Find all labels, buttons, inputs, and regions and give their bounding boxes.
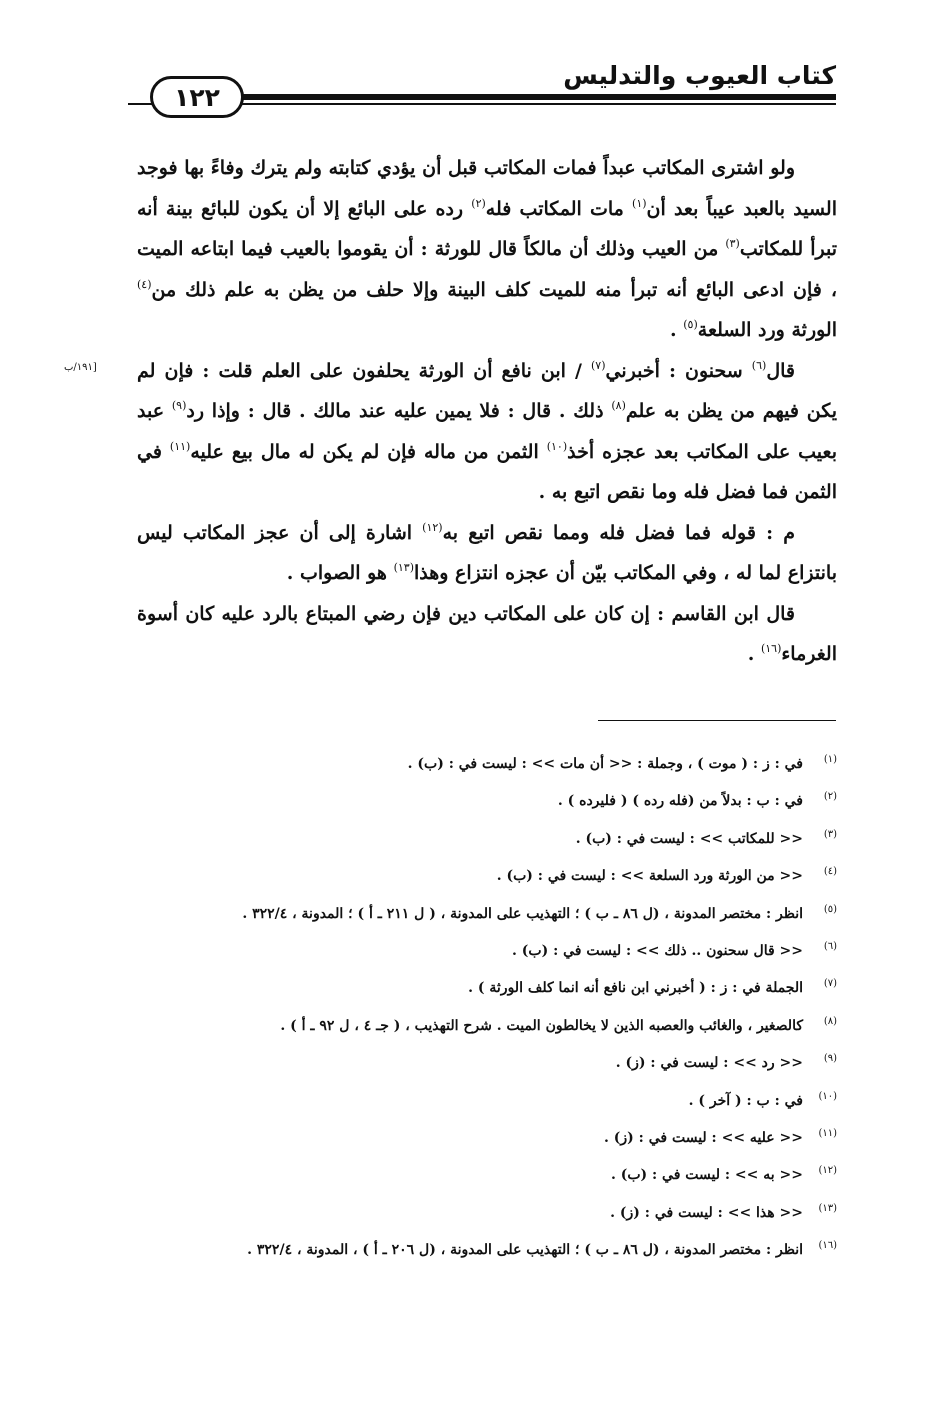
footnote-text: في : ز : ( موت ) ، وجملة : << أن مات >> : ليست في : (ب) . bbox=[407, 756, 803, 772]
footnote bbox=[137, 1231, 837, 1268]
footnote-text: في : ب : ( آخر ) . bbox=[688, 1092, 803, 1109]
footnote-ref: (١٣) bbox=[393, 561, 414, 574]
footnote bbox=[137, 932, 837, 969]
footnote-text: في : ب : بدلاً من (فله رده ) ( فليرده ) . bbox=[557, 793, 803, 810]
footnote bbox=[137, 1007, 837, 1044]
footnote-number: (٩) bbox=[823, 1053, 837, 1065]
footnote-ref: (٣) bbox=[725, 237, 740, 250]
footnote-ref: (٥) bbox=[683, 318, 698, 331]
footnote bbox=[137, 745, 837, 782]
text-run: الثمن من ماله فإن لم يكن له مال بيع عليه bbox=[190, 440, 547, 463]
footnote-ref: (٧) bbox=[591, 358, 606, 372]
footnote-text: انظر : مختصر المدونة ، (ل ٨٦ ـ ب ) ؛ التهذيب على المدونة ، ( ل ٢١١ ـ أ ) ؛ المدونة ، ٣٢٢/٤ . bbox=[242, 905, 803, 922]
footnote-text: << قال سحنون .. ذلك >> : ليست في : (ب) . bbox=[512, 942, 803, 959]
footnote-number: (١٦) bbox=[818, 1240, 837, 1252]
footnote bbox=[137, 857, 837, 894]
page-number: ١٢٢ bbox=[150, 76, 244, 118]
footnote-text: كالصغير ، والغائب والعصبه الذين لا يخالطون الميت . شرح التهذيب ، ( جـ ٤ ، ل ٩٢ ـ أ ) . bbox=[280, 1017, 803, 1034]
footnote-number: (١) bbox=[823, 754, 837, 765]
footnote-text: << به >> : ليست في : (ب) . bbox=[610, 1167, 803, 1184]
text-run: . bbox=[747, 643, 761, 665]
text-run: سحنون : أخبرني bbox=[605, 359, 752, 382]
footnote-number: (٣) bbox=[823, 828, 837, 840]
footnote bbox=[137, 782, 837, 819]
text-run: ولو اشترى المكاتب عبداً فمات المكاتب قبل أن يؤدي كتابته ولم يترك وفاءً بها فوجد السيد بالعبد عيباً بعد أن bbox=[137, 157, 837, 220]
text-run: / ابن نافع أن الورثة يحلفون على العلم قلت : فإن لم يكن فيهم من يظن به علم bbox=[137, 359, 837, 422]
footnote-ref: (٤) bbox=[137, 277, 152, 291]
running-title: كتاب العيوب والتدليس bbox=[563, 61, 836, 90]
text-run: اشارة إلى أن عجز المكاتب ليس بانتزاع لما له ، وفي المكاتب بيّن أن عجزه انتزاع وهذا bbox=[137, 521, 837, 584]
page-header bbox=[128, 60, 836, 120]
footnote bbox=[137, 1044, 837, 1081]
footnote-ref: (١٦) bbox=[760, 642, 782, 655]
footnote-ref: (٦) bbox=[751, 358, 767, 372]
text-run: الورثة ورد السلعة bbox=[697, 319, 837, 341]
footnote-number: (٥) bbox=[823, 903, 837, 915]
footnote-number: (٤) bbox=[823, 866, 837, 878]
footnote-ref: (١١) bbox=[169, 439, 191, 453]
footnote-number: (١٣) bbox=[818, 1202, 837, 1214]
footnote-ref: (١) bbox=[632, 196, 647, 210]
footnote-text: انظر : مختصر المدونة ، (ل ٨٦ ـ ب ) ؛ التهذيب على المدونة ، (ل ٢٠٦ ـ أ ) ، المدونة ، ٣٢٢/٤ . bbox=[247, 1242, 803, 1259]
text-run: قال ابن القاسم : إن كان على المكاتب دين فإن رضي المبتاع بالرد عليه كان أسوة الغرماء bbox=[137, 602, 837, 665]
footnote-separator bbox=[598, 720, 836, 721]
footnote bbox=[137, 969, 837, 1006]
paragraph-4 bbox=[137, 594, 837, 675]
paragraph-2 bbox=[137, 351, 837, 513]
footnote bbox=[137, 1194, 837, 1231]
footnotes bbox=[137, 745, 837, 1268]
footnote bbox=[137, 820, 837, 857]
footnote-number: (١٠) bbox=[818, 1090, 837, 1102]
footnote bbox=[137, 1156, 837, 1193]
footnote bbox=[137, 1119, 837, 1156]
paragraph-1 bbox=[137, 148, 837, 351]
paragraph-3 bbox=[137, 513, 837, 594]
header-rule bbox=[238, 94, 836, 100]
footnote-text: << من الورثة ورد السلعة >> : ليست في : (ب) . bbox=[496, 868, 803, 885]
footnote bbox=[137, 1082, 837, 1119]
footnote-ref: (١٢) bbox=[422, 520, 443, 534]
text-run: . bbox=[670, 319, 684, 341]
text-run: رده على البائع إلا أن يكون للبائع بينة أنه تبرأ للمكاتب bbox=[137, 197, 837, 260]
footnote-ref: (١٠) bbox=[546, 439, 568, 453]
main-text bbox=[137, 148, 837, 675]
text-run: ذلك . قال : فلا يمين عليه عند مالك . قال : وإذا رد bbox=[186, 400, 612, 422]
margin-note: [١٩١/ب bbox=[64, 362, 97, 373]
footnote-number: (١٢) bbox=[818, 1165, 837, 1177]
footnote-ref: (٨) bbox=[611, 399, 626, 412]
text-run: قال bbox=[766, 359, 795, 382]
footnote-number: (١١) bbox=[818, 1127, 837, 1139]
footnote-text: << رد >> : ليست في : (ز) . bbox=[615, 1055, 803, 1072]
footnote bbox=[137, 895, 837, 932]
text-run: مات المكاتب فله bbox=[485, 197, 633, 220]
footnote-ref: (٩) bbox=[171, 399, 187, 412]
footnote-number: (٨) bbox=[823, 1015, 837, 1027]
text-run: عبد بعيب على المكاتب بعد عجزه أخذ bbox=[137, 400, 837, 463]
footnote-number: (٦) bbox=[823, 940, 837, 952]
footnote-number: (٧) bbox=[823, 978, 837, 990]
footnote-text: << عليه >> : ليست في : (ز) . bbox=[604, 1129, 803, 1146]
footnote-number: (٢) bbox=[823, 791, 837, 803]
footnote-text: << هذا >> : ليست في : (ز) . bbox=[610, 1204, 803, 1221]
footnote-text: << للمكاتب >> : ليست في : (ب) . bbox=[575, 830, 803, 847]
text-run: هو الصواب . bbox=[286, 562, 394, 584]
footnote-text: الجملة في : ز : ( أخبرني ابن نافع أنه انما كلف الورثة ) . bbox=[468, 980, 803, 997]
text-run: م : قوله فما فضل فله ومما نقص اتبع به bbox=[442, 521, 795, 544]
text-run: في الثمن فما فضل فله وما نقص اتبع به . bbox=[137, 440, 837, 503]
footnote-ref: (٢) bbox=[471, 196, 486, 210]
text-run: من العيب وذلك أن مالكاً قال للورثة : أن يقوموا بالعيب فيما ابتاعه الميت ، فإن ادعى البائع أنه تبرأ منه للميت كلف البينة وإلا حلف من يظن به علم ذلك من bbox=[137, 238, 837, 301]
